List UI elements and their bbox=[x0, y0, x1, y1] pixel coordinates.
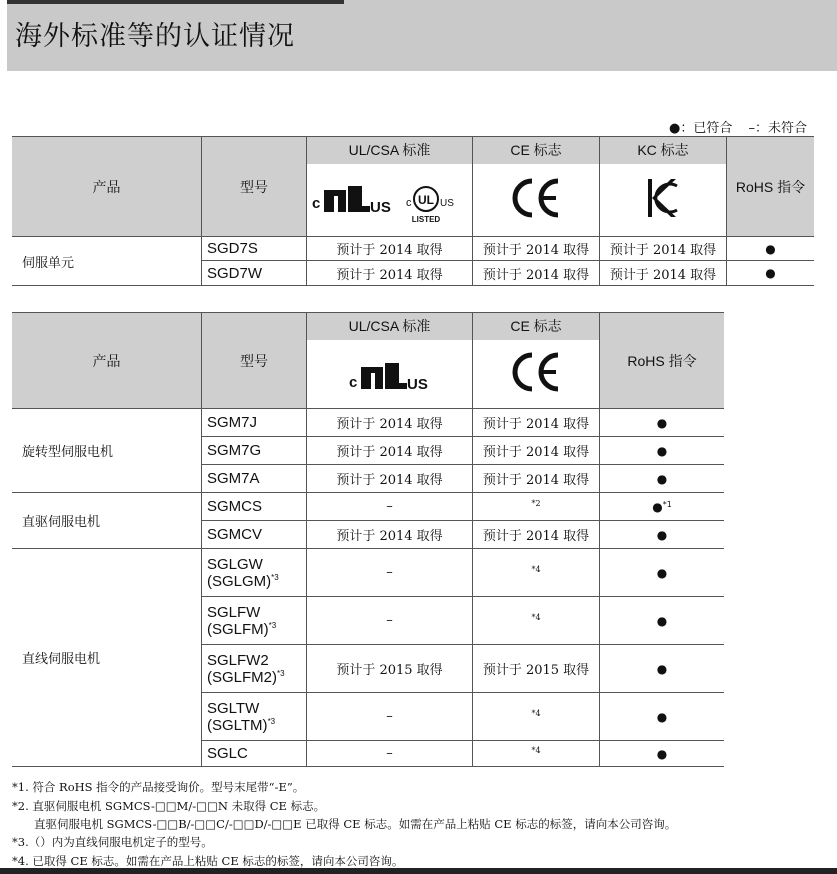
header-ce: CE 标志 bbox=[473, 313, 600, 340]
ce-status: 预计于 2014 取得 bbox=[473, 237, 600, 261]
svg-text:c: c bbox=[405, 196, 411, 209]
model-name: SGLGW bbox=[207, 555, 263, 573]
ce-status bbox=[473, 597, 600, 645]
ul-circle-text: UL bbox=[417, 192, 434, 207]
kc-status: 预计于 2014 取得 bbox=[600, 261, 727, 286]
ce-status: 预计于 2015 取得 bbox=[473, 645, 600, 693]
ce-logo-cell bbox=[473, 340, 600, 409]
ce-note: *4 bbox=[531, 746, 541, 755]
header-rohs: RoHS 指令 bbox=[600, 313, 725, 409]
stator-model: (SGLFM) bbox=[207, 620, 269, 638]
header-ul: UL/CSA 标准 bbox=[307, 137, 473, 164]
header-model: 型号 bbox=[202, 313, 307, 409]
kc-logo-cell bbox=[600, 164, 727, 237]
ce-status bbox=[473, 549, 600, 597]
ul-listed-text: LISTED bbox=[411, 214, 440, 224]
header-product: 产品 bbox=[12, 313, 202, 409]
ce-note: *4 bbox=[531, 613, 541, 622]
model-cell: SGM7G bbox=[202, 437, 307, 465]
stator-model: (SGLGM) bbox=[207, 572, 272, 590]
ul-status: – bbox=[307, 493, 473, 521]
rohs-status bbox=[600, 493, 725, 521]
svg-text:c: c bbox=[348, 373, 357, 391]
svg-text:US: US bbox=[406, 375, 428, 393]
header-rohs: RoHS 指令 bbox=[727, 137, 815, 237]
ul-us-text: US bbox=[369, 198, 391, 216]
ul-status: 预计于 2015 取得 bbox=[307, 645, 473, 693]
model-cell: SGLC bbox=[202, 741, 307, 767]
ce-note: *2 bbox=[531, 499, 541, 508]
ce-mark-icon bbox=[506, 347, 566, 397]
model-note: *3 bbox=[267, 716, 276, 726]
ce-status bbox=[473, 741, 600, 767]
model-cell: SGD7S bbox=[202, 237, 307, 261]
header-kc: KC 标志 bbox=[600, 137, 727, 164]
rohs-status: ● bbox=[600, 465, 725, 493]
header-product: 产品 bbox=[12, 137, 202, 237]
footnote-2: *2. 直驱伺服电机 SGMCS-□□M/-□□N 未取得 CE 标志。 bbox=[12, 799, 326, 813]
ul-status: 预计于 2014 取得 bbox=[307, 409, 473, 437]
model-note: *3 bbox=[268, 620, 277, 630]
product-group-rotary-motor: 旋转型伺服电机 bbox=[12, 409, 202, 493]
rohs-status: ● bbox=[600, 597, 725, 645]
kc-status: 预计于 2014 取得 bbox=[600, 237, 727, 261]
ul-logo-cell bbox=[307, 340, 473, 409]
title-accent-bar bbox=[7, 0, 344, 4]
ul-status: – bbox=[307, 549, 473, 597]
model-cell: SGM7A bbox=[202, 465, 307, 493]
ce-status: 预计于 2014 取得 bbox=[473, 409, 600, 437]
ul-status: – bbox=[307, 741, 473, 767]
ul-status: 预计于 2014 取得 bbox=[307, 465, 473, 493]
rohs-status: ● bbox=[600, 645, 725, 693]
kc-mark-icon bbox=[643, 176, 683, 220]
ul-logo-cell bbox=[307, 164, 473, 237]
ul-certification-icon bbox=[310, 168, 470, 228]
ce-status bbox=[473, 693, 600, 741]
rohs-status: ● bbox=[727, 237, 815, 261]
header-ce: CE 标志 bbox=[473, 137, 600, 164]
model-cell: SGMCV bbox=[202, 521, 307, 549]
model-cell bbox=[202, 693, 307, 741]
footnote-1: *1. 符合 RoHS 指令的产品接受询价。型号末尾带“-E”。 bbox=[12, 780, 305, 794]
ce-status bbox=[473, 493, 600, 521]
ul-c-text: c bbox=[311, 194, 320, 212]
ul-recognized-icon bbox=[345, 347, 435, 397]
rohs-status: ● bbox=[727, 261, 815, 286]
footnote-2-continued: 直驱伺服电机 SGMCS-□□B/-□□C/-□□D/-□□E 已取得 CE 标志。如需在产品上粘贴 CE 标志的标签，请向本公司咨询。 bbox=[34, 817, 677, 831]
header-model: 型号 bbox=[202, 137, 307, 237]
legend bbox=[657, 117, 807, 136]
page-title: 海外标准等的认证情况 bbox=[15, 21, 295, 52]
rohs-status: ● bbox=[600, 549, 725, 597]
bottom-rule bbox=[0, 868, 837, 874]
model-cell bbox=[202, 645, 307, 693]
model-name: SGLTW bbox=[207, 699, 260, 717]
ul-status: 预计于 2014 取得 bbox=[307, 521, 473, 549]
ce-status: 预计于 2014 取得 bbox=[473, 521, 600, 549]
motor-cert-table bbox=[12, 312, 724, 767]
header-ul: UL/CSA 标准 bbox=[307, 313, 473, 340]
model-cell bbox=[202, 597, 307, 645]
ul-status: 预计于 2014 取得 bbox=[307, 261, 473, 286]
product-group-servo-unit: 伺服单元 bbox=[12, 237, 202, 286]
ul-status: – bbox=[307, 693, 473, 741]
legend-yes: ●：已符合 bbox=[669, 121, 733, 136]
rohs-status: ● bbox=[600, 693, 725, 741]
model-note: *3 bbox=[277, 668, 285, 678]
stator-model: (SGLTM) bbox=[207, 716, 268, 734]
ce-mark-icon bbox=[506, 173, 566, 223]
rohs-status: ● bbox=[600, 437, 725, 465]
model-name: SGLFW bbox=[207, 603, 261, 621]
servo-unit-cert-table bbox=[12, 136, 814, 286]
legend-no: –：未符合 bbox=[748, 121, 807, 136]
rohs-note: *1 bbox=[662, 499, 672, 509]
rohs-status: ● bbox=[600, 741, 725, 767]
footnotes bbox=[12, 778, 676, 871]
ce-logo-cell bbox=[473, 164, 600, 237]
model-name: SGLFW2 bbox=[207, 651, 269, 669]
product-group-linear-motor: 直线伺服电机 bbox=[12, 549, 202, 767]
model-cell: SGM7J bbox=[202, 409, 307, 437]
title-banner bbox=[7, 0, 837, 71]
rohs-status: ● bbox=[600, 521, 725, 549]
rohs-mark: ● bbox=[652, 499, 663, 514]
product-group-direct-drive: 直驱伺服电机 bbox=[12, 493, 202, 549]
ce-status: 预计于 2014 取得 bbox=[473, 465, 600, 493]
ul-status: – bbox=[307, 597, 473, 645]
ce-note: *4 bbox=[531, 565, 541, 574]
footnote-3: *3.（）内为直线伺服电机定子的型号。 bbox=[12, 835, 213, 849]
ce-status: 预计于 2014 取得 bbox=[473, 261, 600, 286]
ul-status: 预计于 2014 取得 bbox=[307, 437, 473, 465]
svg-text:US: US bbox=[439, 197, 454, 209]
stator-model: (SGLFM2) bbox=[207, 668, 278, 686]
rohs-status: ● bbox=[600, 409, 725, 437]
model-cell: SGD7W bbox=[202, 261, 307, 286]
model-cell: SGMCS bbox=[202, 493, 307, 521]
ce-note: *4 bbox=[531, 709, 541, 718]
ul-status: 预计于 2014 取得 bbox=[307, 237, 473, 261]
model-cell bbox=[202, 549, 307, 597]
ce-status: 预计于 2014 取得 bbox=[473, 437, 600, 465]
model-note: *3 bbox=[271, 572, 279, 582]
footnote-4: *4. 已取得 CE 标志。如需在产品上粘贴 CE 标志的标签，请向本公司咨询。 bbox=[12, 854, 404, 868]
